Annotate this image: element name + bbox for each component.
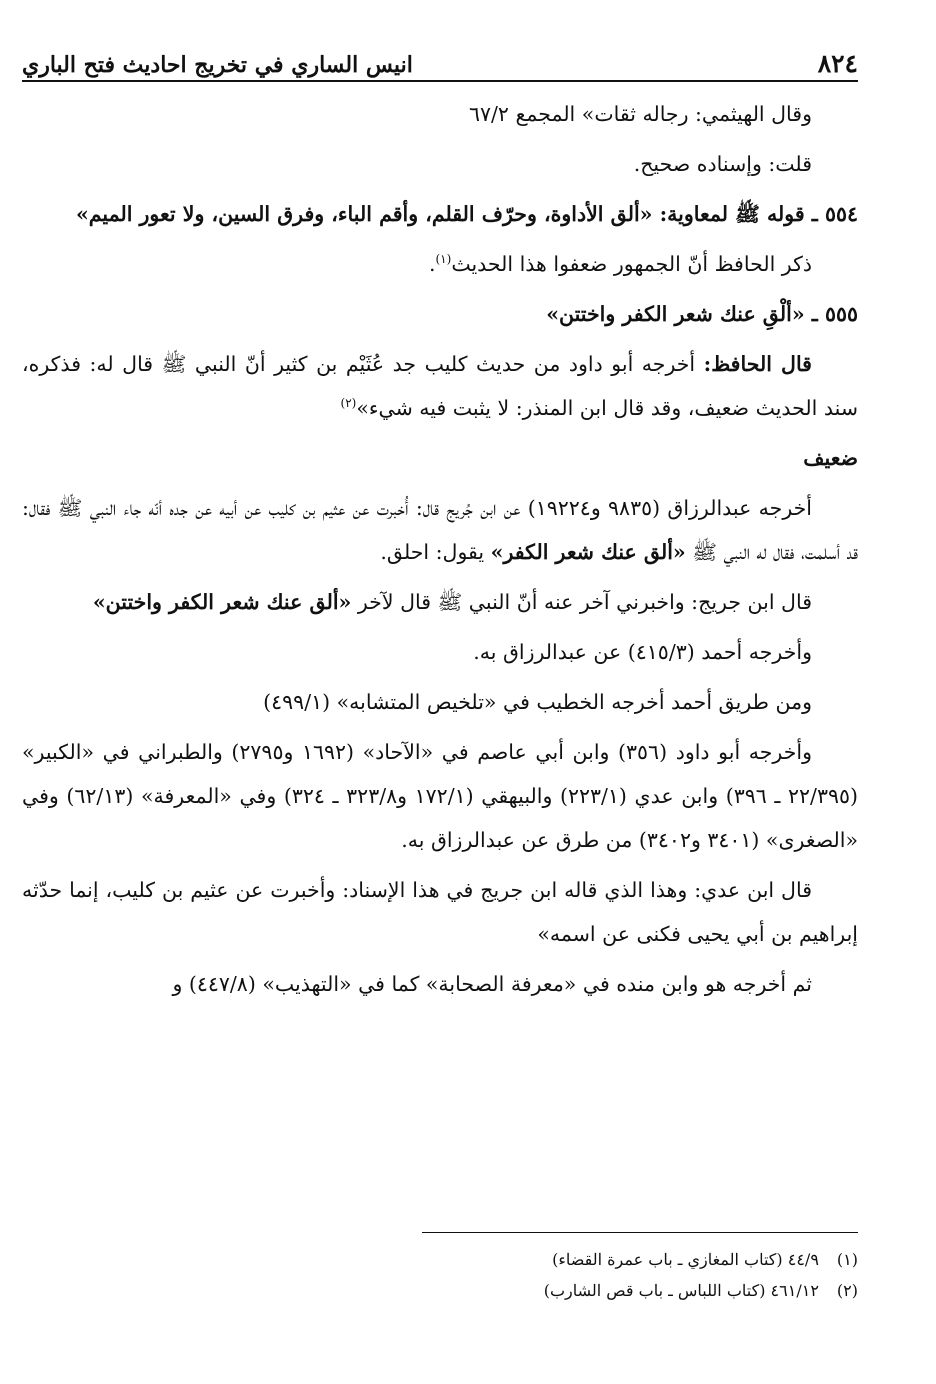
- paragraph-khatib: ومن طريق أحمد أخرجه الخطيب في «تلخيص المتشابه» (٤٩٩/١): [263, 690, 812, 714]
- grading-daif: ضعيف: [803, 446, 858, 470]
- hadith-555-heading: ٥٥٥ ـ «ألْقِ عنك شعر الكفر واختتن»: [546, 302, 858, 326]
- paragraph-ahmad: وأخرجه أحمد (٤١٥/٣) عن عبدالرزاق به.: [473, 640, 812, 664]
- paragraph-qultu: قلت: وإسناده صحيح.: [633, 152, 812, 176]
- hafiz-text: أخرجه أبو داود من حديث كليب جد عُثَيْم بن كثير أنّ النبي ﷺ قال له: فذكره، سند الحديث ضعيف، وقد قال ابن المنذر: لا يثبت فيه شيء»: [22, 352, 858, 420]
- running-title: انيس الساري في تخريج احاديث فتح الباري: [22, 52, 413, 78]
- footnote-2-text: ٤٦١/١٢ (كتاب اللباس ـ باب قص الشارب): [543, 1281, 819, 1300]
- footnotes: [30, 1244, 858, 1306]
- paragraph-hafiz: [22, 342, 858, 430]
- paragraph-ibn-mandah: ثم أخرجه هو وابن منده في «معرفة الصحابة» كما في «التهذيب» (٤٤٧/٨) و: [172, 972, 812, 996]
- hafiz-lead: قال الحافظ:: [703, 352, 812, 376]
- paragraph-takhrij: وأخرجه أبو داود (٣٥٦) وابن أبي عاصم في «الآحاد» (١٦٩٢ و٢٧٩٥) والطبراني في «الكبير» (٢٢/٣٩٥ ـ ٣٩٦) وابن عدي (٢٢٣/١) والبيهقي (١٧٢/١ و٣٢٣/٨ ـ ٣٢٤) وفي «المعرفة» (٦٢/١٣) وفي «الصغرى» (٣٤٠١ و٣٤٠٢) من طرق عن عبدالرزاق به.: [22, 740, 858, 852]
- abdurrazzaq-tail: يقول: احلق.: [380, 540, 485, 564]
- running-header: [22, 34, 858, 76]
- footnote-1: [30, 1244, 858, 1275]
- footnote-2: [30, 1275, 858, 1306]
- footnote-1-text: ٤٤/٩ (كتاب المغازي ـ باب عمرة القضاء): [552, 1250, 819, 1269]
- paragraph-haythami: وقال الهيثمي: رجاله ثقات» المجمع ٦٧/٢: [469, 102, 812, 126]
- abdurrazzaq-quote: «ألق عنك شعر الكفر»: [490, 540, 686, 564]
- paragraph-ibn-jurayj: [22, 580, 858, 624]
- header-rule: [22, 80, 858, 82]
- footnote-ref-1: (١): [435, 252, 452, 267]
- paragraph-jumhur-text: ذكر الحافظ أنّ الجمهور ضعفوا هذا الحديث: [451, 252, 812, 276]
- page-number: ٨٢٤: [817, 49, 858, 78]
- footnote-rule: [422, 1232, 858, 1233]
- footnote-1-number: (١): [836, 1250, 858, 1269]
- ibn-jurayj-quote: «ألق عنك شعر الكفر واختتن»: [92, 590, 352, 614]
- main-text: [22, 92, 858, 1012]
- ibn-jurayj-text: قال ابن جريج: واخبرني آخر عنه أنّ النبي ﷺ قال لآخر: [357, 590, 812, 614]
- paragraph-abdurrazzaq: [22, 486, 858, 574]
- footnote-ref-2: (٢): [340, 396, 357, 411]
- paragraph-ibn-adi: قال ابن عدي: وهذا الذي قاله ابن جريج في هذا الإسناد: وأخبرت عن عثيم بن كليب، إنما حدّثه إبراهيم بن أبي يحيى فكنى عن اسمه»: [22, 878, 858, 946]
- hadith-554-heading: ٥٥٤ ـ قوله ﷺ لمعاوية: «ألق الأداوة، وحرّف القلم، وأقم الباء، وفرق السين، ولا تعور الميم»: [75, 202, 858, 226]
- footnote-2-number: (٢): [836, 1281, 858, 1300]
- paragraph-jumhur: ذكر الحافظ أنّ الجمهور ضعفوا هذا الحديث$^{(١)}$.: [428, 252, 812, 276]
- abdurrazzaq-text: أخرجه عبدالرزاق (٩٨٣٥ و١٩٢٢٤) عن ابن جُريج قال: أُخبرت عن عثيم بن كليب عن أبيه عن جده أنّه جاء النبي ﷺ فقال: قد أسلمت، فقال له النبي ﷺ: [22, 496, 858, 564]
